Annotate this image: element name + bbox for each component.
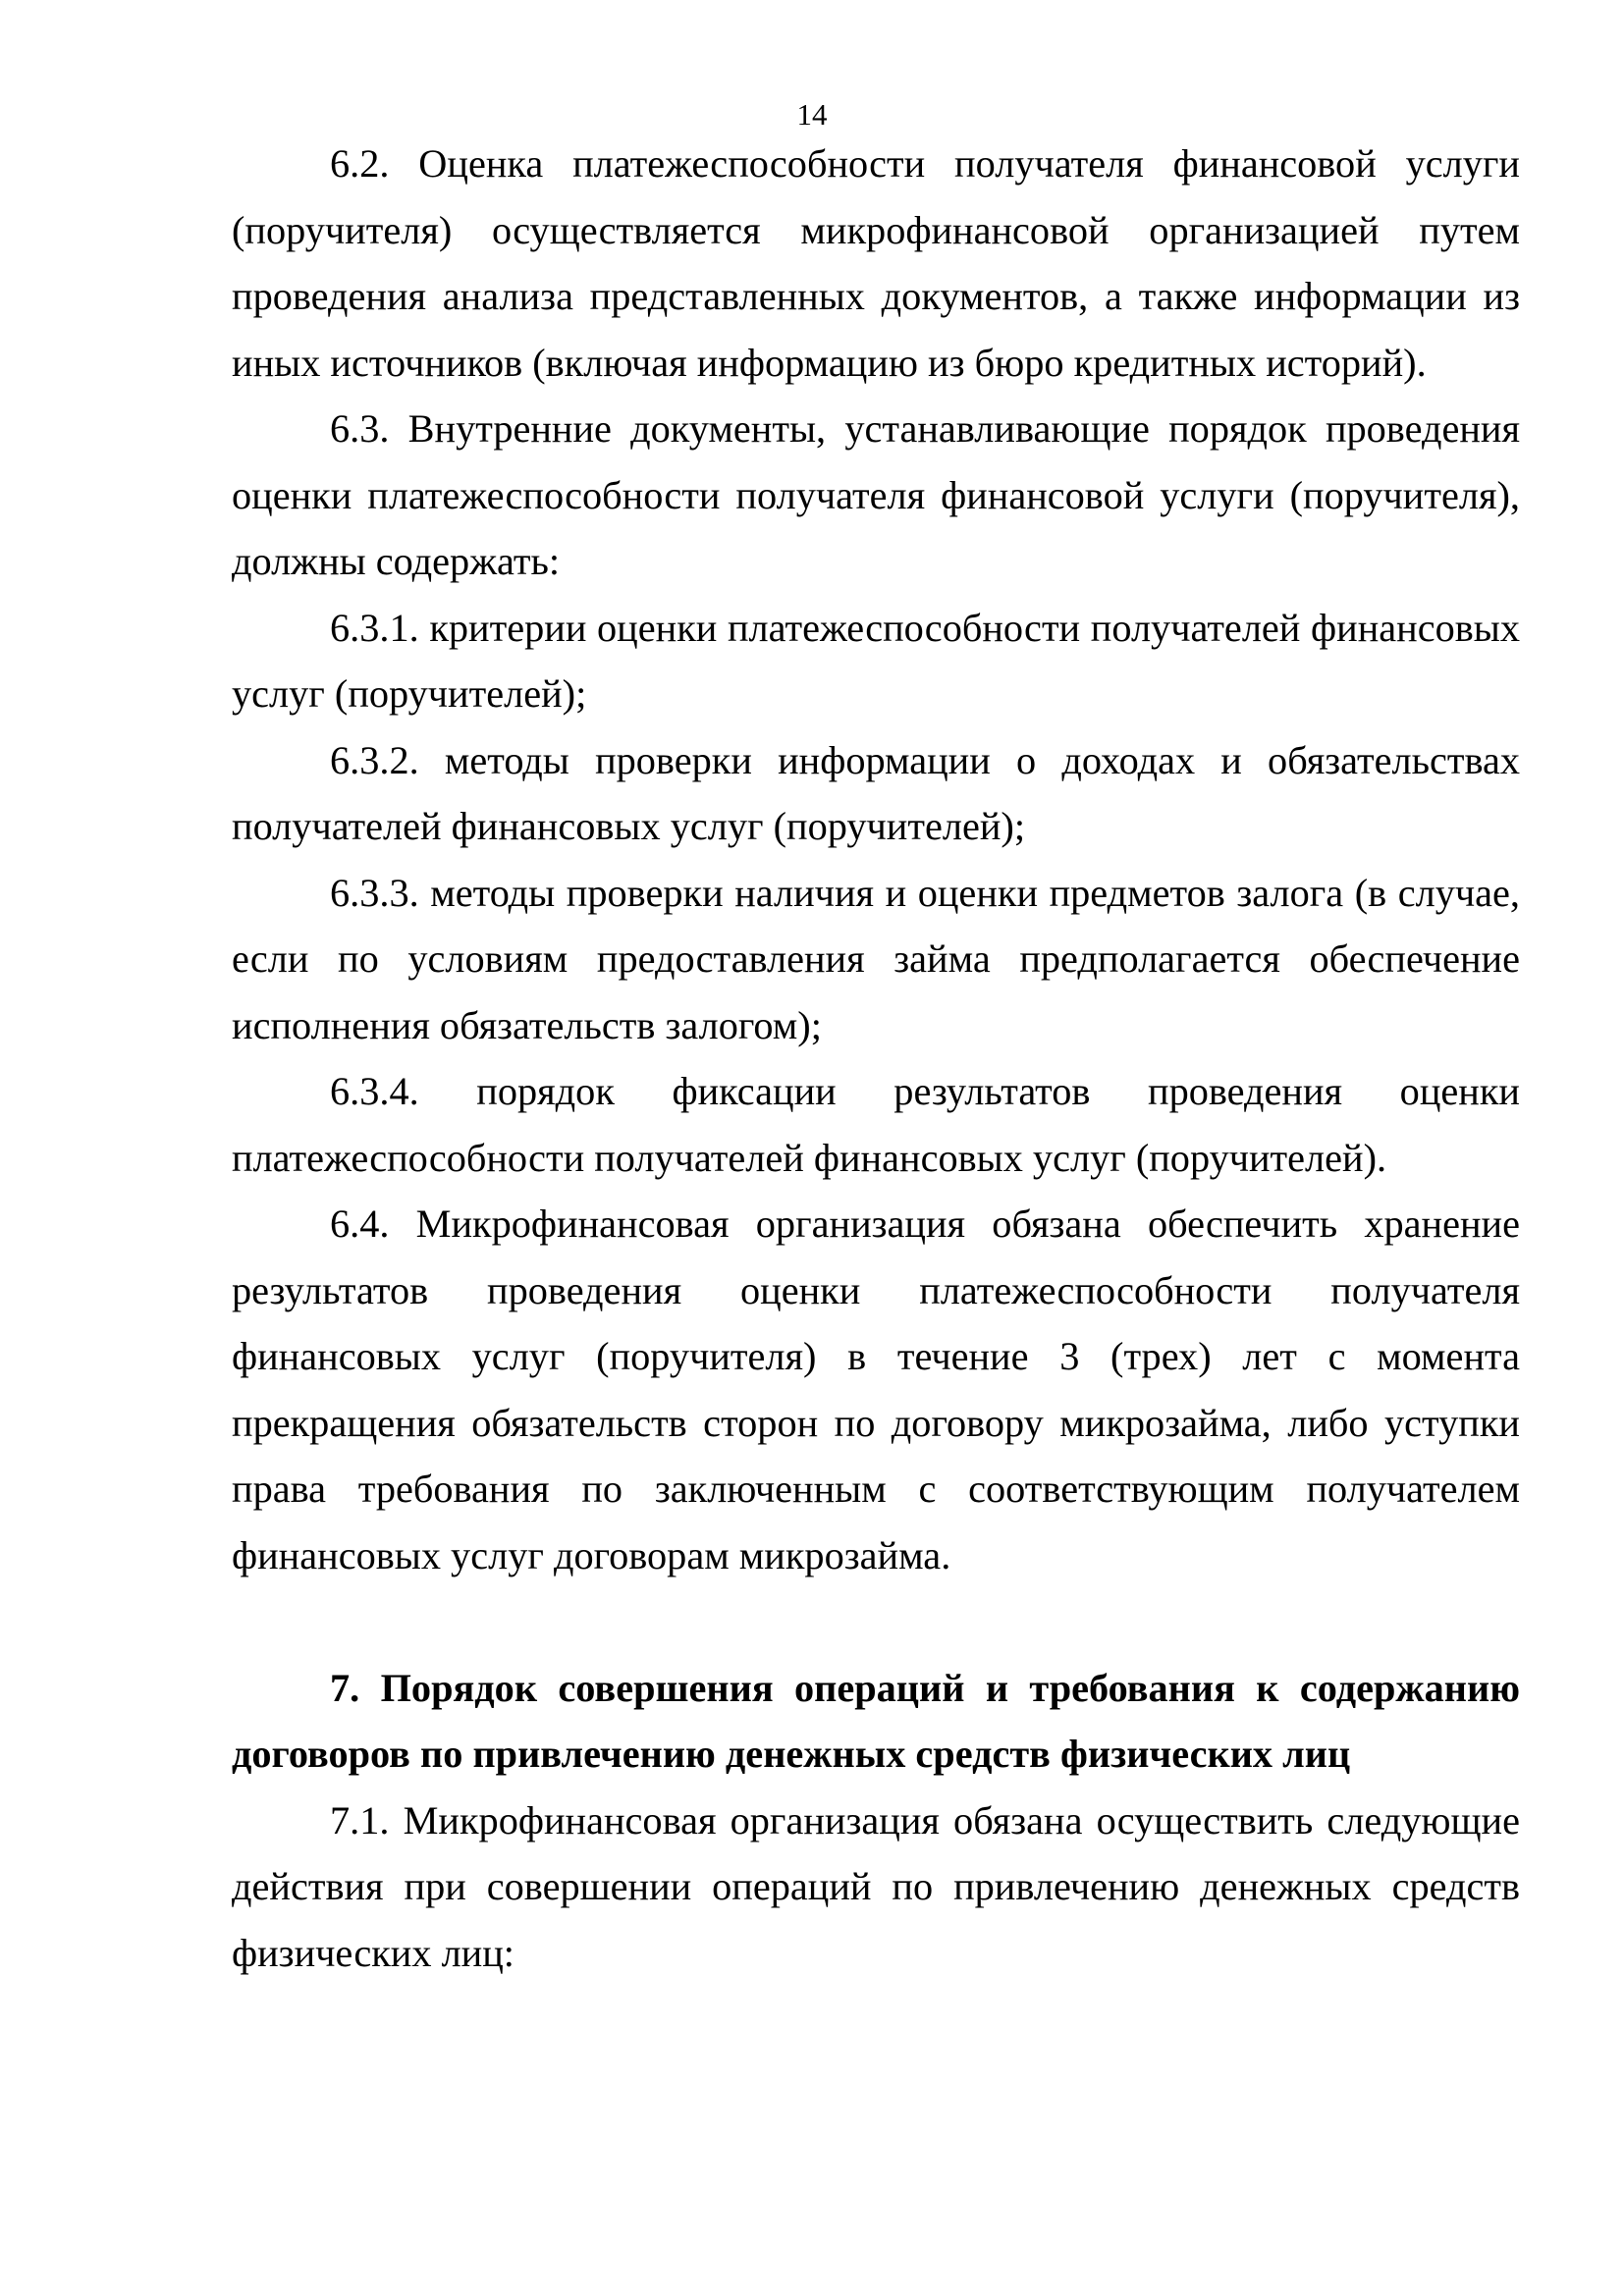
paragraph-6-4: 6.4. Микрофинансовая организация обязана обеспечить хранение результатов проведения оценки платежеспособности получателя финансовых услуг (поручителя) в течение 3 (трех) лет с момента прекращения обязательств сторон по договору микрозайма, либо уступки права требования по заключенным с соответствующим получателем финансовых услуг договорам микрозайма. [232, 1201, 1520, 1577]
document-body [232, 131, 1520, 1986]
paragraph-6-3: 6.3. Внутренние документы, устанавливающие порядок проведения оценки платежеспособности получателя финансовой услуги (поручителя), должны содержать: [232, 406, 1520, 583]
paragraph-6-3-2: 6.3.2. методы проверки информации о доходах и обязательствах получателей финансовых услуг (поручителей); [232, 737, 1520, 848]
paragraph-6-2: 6.2. Оценка платежеспособности получателя финансовой услуги (поручителя) осуществляется микрофинансовой организацией путем проведения анализа представленных документов, а также информации из иных источников (включая информацию из бюро кредитных историй). [232, 141, 1520, 385]
paragraph-6-3-4: 6.3.4. порядок фиксации результатов проведения оценки платежеспособности получателей финансовых услуг (поручителей). [232, 1069, 1520, 1180]
page-number: 14 [796, 97, 828, 132]
section-7-heading: 7. Порядок совершения операций и требования к содержанию договоров по привлечению денежных средств физических лиц [232, 1665, 1520, 1776]
paragraph-6-3-1: 6.3.1. критерии оценки платежеспособности получателей финансовых услуг (поручителей); [232, 605, 1520, 716]
paragraph-6-3-3: 6.3.3. методы проверки наличия и оценки предметов залога (в случае, если по условиям предоставления займа предполагается обеспечение исполнения обязательств залогом); [232, 870, 1520, 1047]
paragraph-7-1: 7.1. Микрофинансовая организация обязана осуществить следующие действия при совершении операций по привлечению денежных средств физических лиц: [232, 1797, 1520, 1975]
